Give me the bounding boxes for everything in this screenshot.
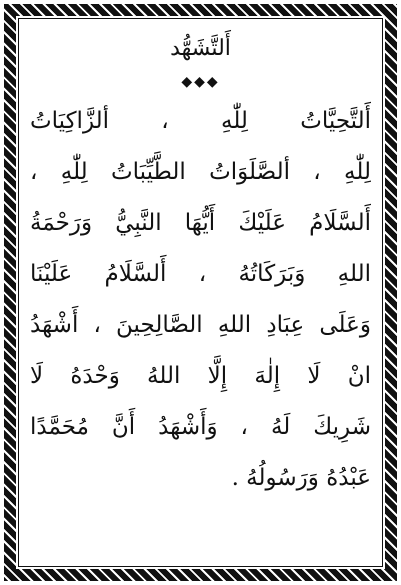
text-line-2: لِلّٰهِ ، ألصَّلَوَاتُ الطَّيِّبَاتُ لِلّٰهِ ، <box>30 159 371 185</box>
text-line-4: اللهِ وَبَرَكَاتُهُ ، أَلسَّلَامُ عَلَيْنَا <box>30 261 371 287</box>
text-line-6: انْ لَا إِلٰهَ إِلَّا اللهُ وَحْدَهُ لَا <box>30 363 371 389</box>
text-line-1: أَلتَّحِيَّاتُ لِلّٰهِ ، ألزَّاكِيَاتُ <box>30 108 371 134</box>
text-line-3: أَلسَّلَامُ عَلَيْكَ أَيُّهَا النَّبِيُّ وَرَحْمَةُ <box>30 210 371 236</box>
text-line-5: وَعَلَى عِبَادِ اللهِ الصَّالِحِينَ ، أَشْهَدُ <box>30 312 371 338</box>
tashahhud-text <box>22 96 379 504</box>
page-title: أَلتَّشَهُّد <box>170 36 231 61</box>
ornament-icon: ◆◆◆ <box>181 74 220 90</box>
page-content <box>22 24 379 561</box>
text-line-8: عَبْدُهُ وَرَسُولُهُ . <box>231 465 371 491</box>
text-line-7: شَرِيكَ لَهُ ، وَأَشْهَدُ أَنَّ مُحَمَّدًا <box>30 414 371 440</box>
